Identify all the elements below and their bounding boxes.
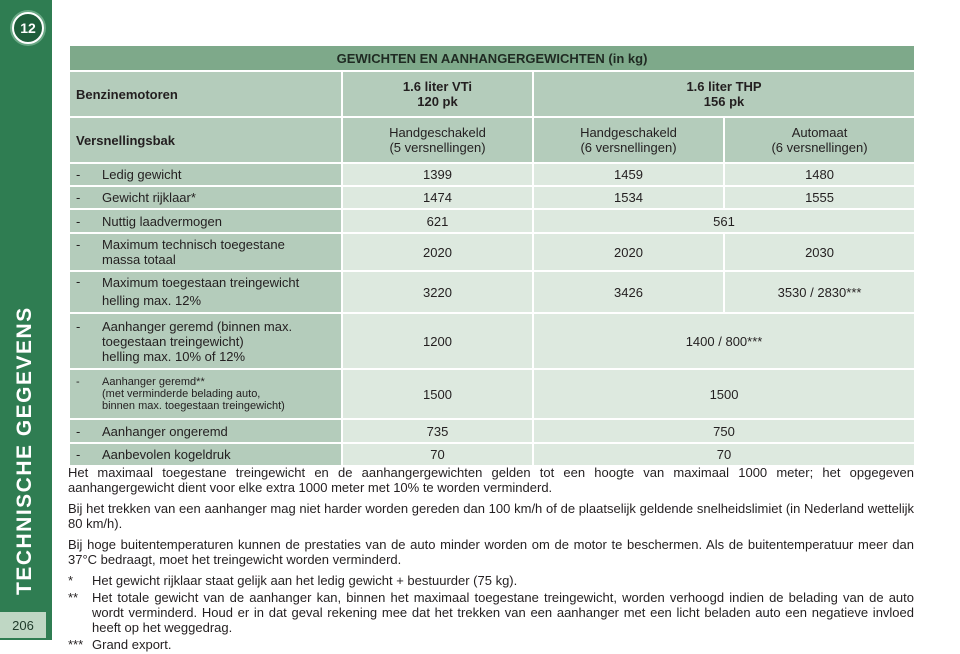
table-row xyxy=(69,419,915,443)
row-label xyxy=(69,419,342,443)
gearbox-detail: (5 versnellingen) xyxy=(389,140,486,155)
row-value: 1399 xyxy=(342,163,533,186)
row-value: 1555 xyxy=(724,186,915,209)
engine-name: 1.6 liter THP xyxy=(686,79,762,94)
engine-power: 120 pk xyxy=(417,94,458,109)
chapter-number: 12 xyxy=(20,20,36,36)
row-label xyxy=(69,313,342,369)
notes-section xyxy=(68,465,914,654)
row-label-text: Aanhanger geremd (binnen max. xyxy=(102,318,293,334)
row-value: 70 xyxy=(342,443,533,466)
row-label-text: Gewicht rijklaar* xyxy=(102,190,196,205)
table-row xyxy=(69,313,915,369)
row-label-text: Nuttig laadvermogen xyxy=(102,213,222,229)
footnote xyxy=(68,590,914,635)
row-label xyxy=(69,209,342,233)
table-caption-row xyxy=(69,45,915,71)
row-value: 2020 xyxy=(533,233,724,271)
row-dash: - xyxy=(76,318,81,334)
row-value: 1500 xyxy=(342,369,533,419)
row-dash: - xyxy=(76,190,81,205)
table-caption: GEWICHTEN EN AANHANGERGEWICHTEN (in kg) xyxy=(69,45,915,71)
row-value: 1500 xyxy=(533,369,915,419)
engine-header-row xyxy=(69,71,915,117)
engine-power: 156 pk xyxy=(703,94,745,109)
gearbox-type: Handgeschakeld xyxy=(580,125,677,140)
gearbox-detail: (6 versnellingen) xyxy=(771,140,868,155)
gearbox-detail: (6 versnellingen) xyxy=(580,140,677,155)
row-label-text: Aanhanger ongeremd xyxy=(102,423,228,439)
row-label-sub: (met verminderde belading auto, xyxy=(102,388,261,400)
engine-name: 1.6 liter VTi xyxy=(402,79,473,94)
chapter-title: TECHNISCHE GEGEVENS xyxy=(13,306,36,595)
gearbox-automatic xyxy=(724,117,915,163)
row-label-sub: binnen max. toegestaan treingewicht) xyxy=(102,400,285,412)
row-label xyxy=(69,163,342,186)
gearbox-label: Versnellingsbak xyxy=(69,117,342,163)
row-value: 621 xyxy=(342,209,533,233)
row-label xyxy=(69,233,342,271)
table-row xyxy=(69,369,915,419)
footnote-text: Grand export. xyxy=(92,637,172,652)
footnote xyxy=(68,573,914,588)
row-value: 1459 xyxy=(533,163,724,186)
gearbox-manual-5 xyxy=(342,117,533,163)
note-paragraph: Bij het trekken van een aanhanger mag niet harder worden gereden dan 100 km/h of de plaatselijk geldende snelheidslimiet (in Nederland wettelijk 80 km/h). xyxy=(68,501,914,531)
row-dash: - xyxy=(76,447,81,462)
engine-vti xyxy=(342,71,533,117)
footnote-mark: * xyxy=(68,573,74,588)
row-label-text: Aanbevolen kogeldruk xyxy=(102,447,231,462)
row-value: 1200 xyxy=(342,313,533,369)
row-label xyxy=(69,443,342,466)
page-number: 206 xyxy=(0,612,46,638)
table-row xyxy=(69,186,915,209)
row-dash: - xyxy=(76,274,81,289)
engine-label: Benzinemotoren xyxy=(69,71,342,117)
note-paragraph: Bij hoge buitentemperaturen kunnen de prestaties van de auto minder worden om de motor te beschermen. Als de buitentemperatuur meer dan 37°C bedraagt, moet het treingewicht worden verminderd. xyxy=(68,537,914,567)
row-value: 750 xyxy=(533,419,915,443)
row-label-sub: toegestaan treingewicht) xyxy=(102,333,244,349)
row-label-text: Maximum technisch toegestane xyxy=(102,237,285,252)
gearbox-type: Handgeschakeld xyxy=(389,125,486,140)
row-label-text: Ledig gewicht xyxy=(102,167,182,182)
footnote-text: Het gewicht rijklaar staat gelijk aan het ledig gewicht + bestuurder (75 kg). xyxy=(92,573,518,588)
row-label-sub: helling max. 12% xyxy=(102,293,201,308)
note-paragraph: Het maximaal toegestane treingewicht en de aanhangergewichten gelden tot een hoogte van maximaal 1000 meter; het opgegeven aanhangergewicht dient voor elke extra 1000 meter met 10% te worden verminderd. xyxy=(68,465,914,495)
row-value: 735 xyxy=(342,419,533,443)
chapter-sidebar xyxy=(0,0,52,640)
row-label-text: Maximum toegestaan treingewicht xyxy=(102,275,300,290)
row-label-text: Aanhanger geremd** xyxy=(102,376,205,388)
row-dash: - xyxy=(76,167,81,182)
table-row xyxy=(69,271,915,313)
row-value: 2020 xyxy=(342,233,533,271)
footnote-text: Het totale gewicht van de aanhanger kan, binnen het maximaal toegestane treingewicht, worden verhoogd indien de belading van de auto wordt verminderd. Houd er in dat geval rekening mee dat het trekken van een aanhanger met een licht beladen auto een negatieve invloed heeft op het weggedrag. xyxy=(92,590,914,635)
table-row xyxy=(69,443,915,466)
table-row xyxy=(69,209,915,233)
row-label xyxy=(69,369,342,419)
footnote xyxy=(68,637,914,652)
row-value: 1474 xyxy=(342,186,533,209)
table-row xyxy=(69,163,915,186)
engine-thp xyxy=(533,71,915,117)
row-dash: - xyxy=(76,423,81,439)
row-value: 70 xyxy=(533,443,915,466)
row-dash: - xyxy=(76,213,81,229)
row-label xyxy=(69,186,342,209)
gearbox-manual-6 xyxy=(533,117,724,163)
row-value: 1480 xyxy=(724,163,915,186)
row-value: 2030 xyxy=(724,233,915,271)
row-label xyxy=(69,271,342,313)
table-row xyxy=(69,233,915,271)
row-label-sub: helling max. 10% of 12% xyxy=(102,348,246,364)
weights-table xyxy=(68,44,916,467)
row-value: 1534 xyxy=(533,186,724,209)
row-value: 1400 / 800*** xyxy=(533,313,915,369)
gearbox-header-row xyxy=(69,117,915,163)
row-dash: - xyxy=(76,237,81,252)
row-value: 561 xyxy=(533,209,915,233)
footnote-mark: ** xyxy=(68,590,79,605)
row-dash: - xyxy=(76,376,80,388)
footnote-mark: *** xyxy=(68,637,84,652)
row-label-sub: massa totaal xyxy=(102,252,176,267)
row-value: 3426 xyxy=(533,271,724,313)
gearbox-type: Automaat xyxy=(791,125,848,140)
row-value: 3530 / 2830*** xyxy=(724,271,915,313)
row-value: 3220 xyxy=(342,271,533,313)
chapter-number-badge xyxy=(12,12,44,44)
